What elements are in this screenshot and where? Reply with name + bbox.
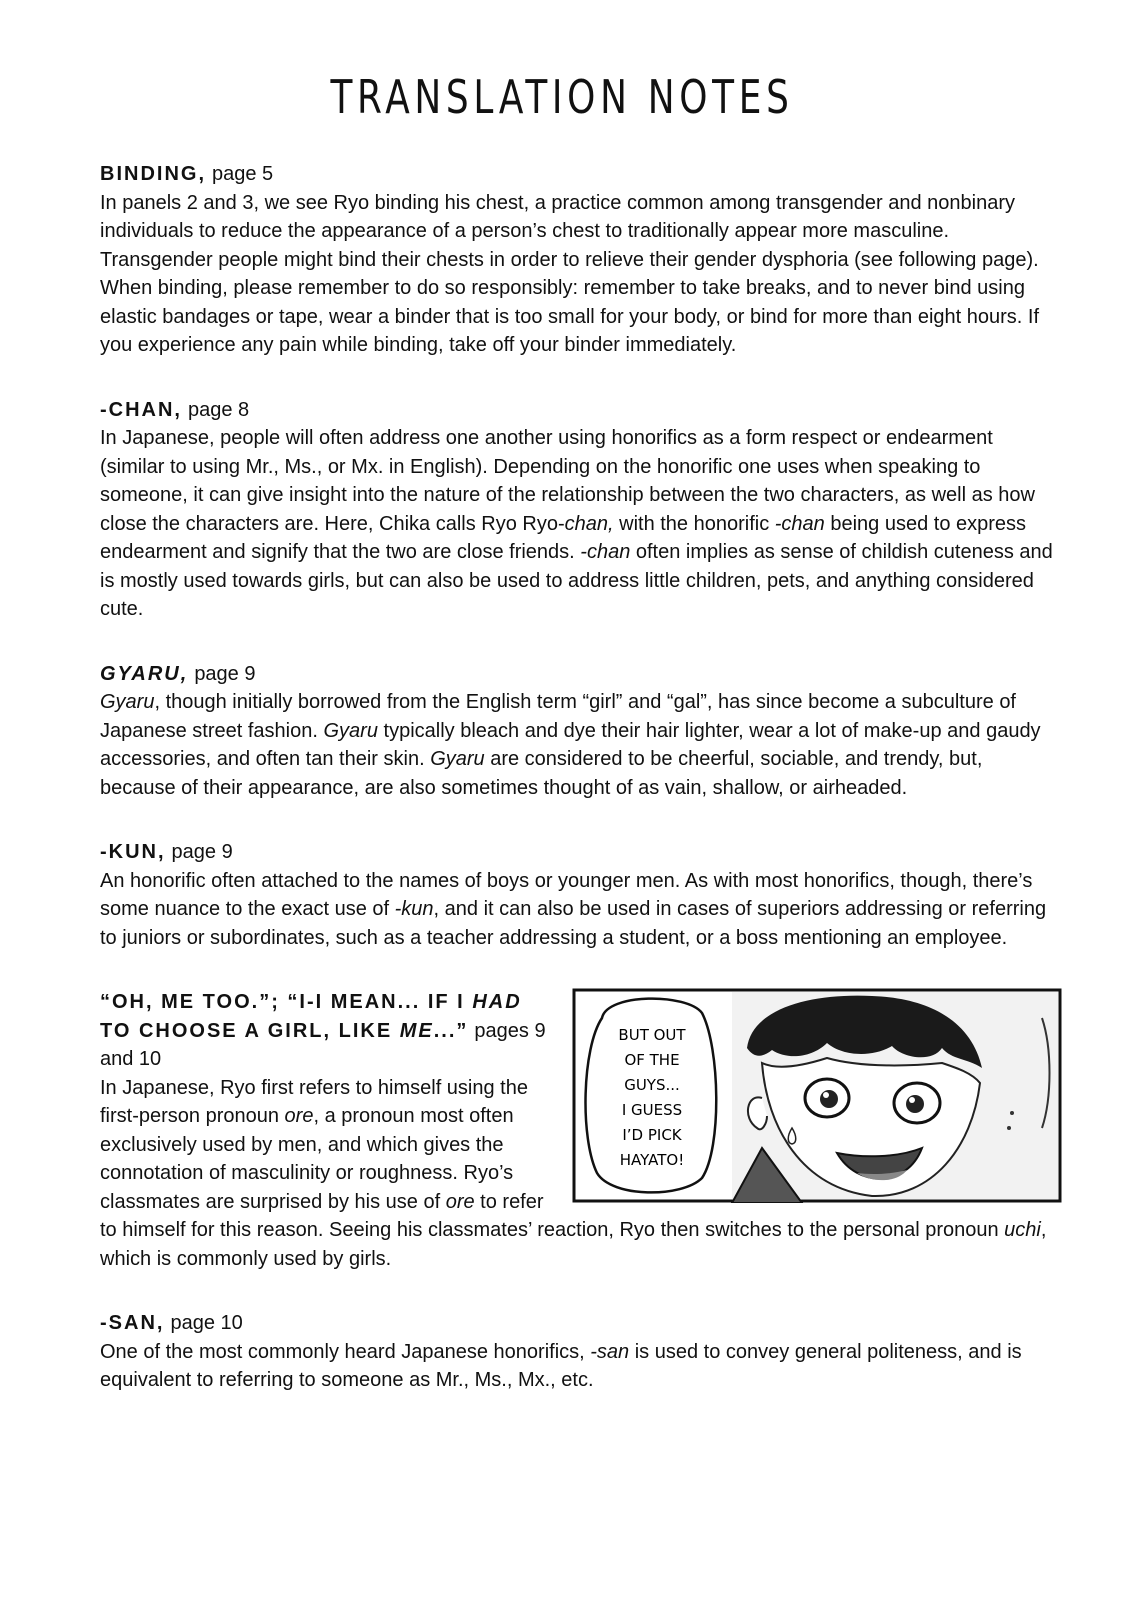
page-title: TRANSLATION NOTES: [330, 70, 794, 124]
note-term: -SAN,: [100, 1312, 165, 1334]
note-term: -CHAN,: [100, 398, 182, 421]
bubble-line: I’D PICK: [622, 1126, 682, 1144]
note-san: [100, 1309, 1060, 1395]
note-heading: [100, 838, 1060, 867]
note-term: BINDING,: [100, 163, 206, 185]
note-page-ref: page 9: [171, 841, 233, 863]
note-page-ref: page 8: [188, 398, 250, 421]
note-term: “OH, ME TOO.”; “I-I MEAN... IF I HAD TO CHOOSE A GIRL, LIKE ME...”: [100, 991, 522, 1042]
note-heading: [100, 160, 1060, 189]
note-page-ref: page 10: [170, 1312, 243, 1334]
manga-panel-illustration: [572, 988, 1062, 1203]
note-body: One of the most commonly heard Japanese honorifics, -san is used to convey general politeness, and is equivalent to referring to someone as Mr., Ms., Mx., etc.: [100, 1340, 1022, 1391]
notes-list: [100, 160, 1060, 1431]
note-oh-me-too: [100, 988, 1060, 1273]
note-kun: [100, 838, 1060, 952]
bubble-line: GUYS...: [624, 1076, 680, 1094]
note-page-ref: pages 9 and 10: [100, 1019, 546, 1070]
note-body: Gyaru, though initially borrowed from the English term “girl” and “gal”, has since become a subculture of Japanese street fashion. Gyaru typically bleach and dye their hair lighter, wear a lot of make-up and gaudy accessories, and often tan their skin. Gyaru are considered to be cheerful, sociable, and trendy, but, because of their appearance, are also sometimes thought of as vain, shallow, or airheaded.: [100, 691, 1041, 799]
note-page-ref: page 9: [194, 662, 256, 685]
bubble-line: BUT OUT: [618, 1026, 686, 1044]
note-gyaru: [100, 660, 1060, 803]
bubble-line: OF THE: [624, 1051, 680, 1069]
note-body: In Japanese, people will often address one another using honorifics as a form respect or endearment (similar to using Mr., Ms., or Mx. in English). Depending on the honorific one uses when speaking to someone, it can give insight into the nature of the relationship between the two characters, as well as how close the characters are. Here, Chika calls Ryo Ryo-chan, with the honorific -chan being used to express endearment and signify that the two are close friends. -chan often implies as sense of childish cuteness and is mostly used towards girls, but can also be used to address little children, pets, and anything considered cute.: [100, 427, 1053, 620]
note-binding: [100, 160, 1060, 360]
note-term: GYARU,: [100, 662, 189, 685]
manga-panel-svg: [572, 988, 1062, 1203]
note-heading: [100, 1309, 1060, 1338]
bubble-line: I GUESS: [621, 1101, 683, 1119]
note-chan: [100, 396, 1060, 624]
note-heading: [100, 660, 1060, 689]
note-body: In panels 2 and 3, we see Ryo binding his chest, a practice common among transgender and nonbinary individuals to reduce the appearance of a person’s chest to traditionally appear more masculine. Transgender people might bind their chests in order to relieve their gender dysphoria (see following page). When binding, please remember to do so responsibly: remember to take breaks, and to never bind using elastic bandages or tape, wear a binder that is too small for your body, or bind for more than eight hours. If you experience any pain while binding, take off your binder immediately.: [100, 191, 1040, 356]
bubble-line: HAYATO!: [619, 1151, 685, 1169]
note-body: In Japanese, Ryo first refers to himself using the first-person pronoun ore, a pronoun most often exclusively used by men, and which gives the connotation of masculinity or roughness. Ryo’s classmates are surprised by his use of ore to refer to himself for this reason. Seeing his classmates’ reaction, Ryo then switches to the personal pronoun uchi, which is commonly used by girls.: [100, 1076, 1047, 1270]
note-term: -KUN,: [100, 841, 166, 863]
note-heading: [100, 396, 1060, 425]
note-body: An honorific often attached to the names of boys or younger men. As with most honorifics, though, there’s some nuance to the exact use of -kun, and it can also be used in cases of superiors addressing or referring to juniors or subordinates, such as a teacher addressing a student, or a boss mentioning an employee.: [100, 869, 1047, 949]
note-page-ref: page 5: [212, 163, 274, 185]
